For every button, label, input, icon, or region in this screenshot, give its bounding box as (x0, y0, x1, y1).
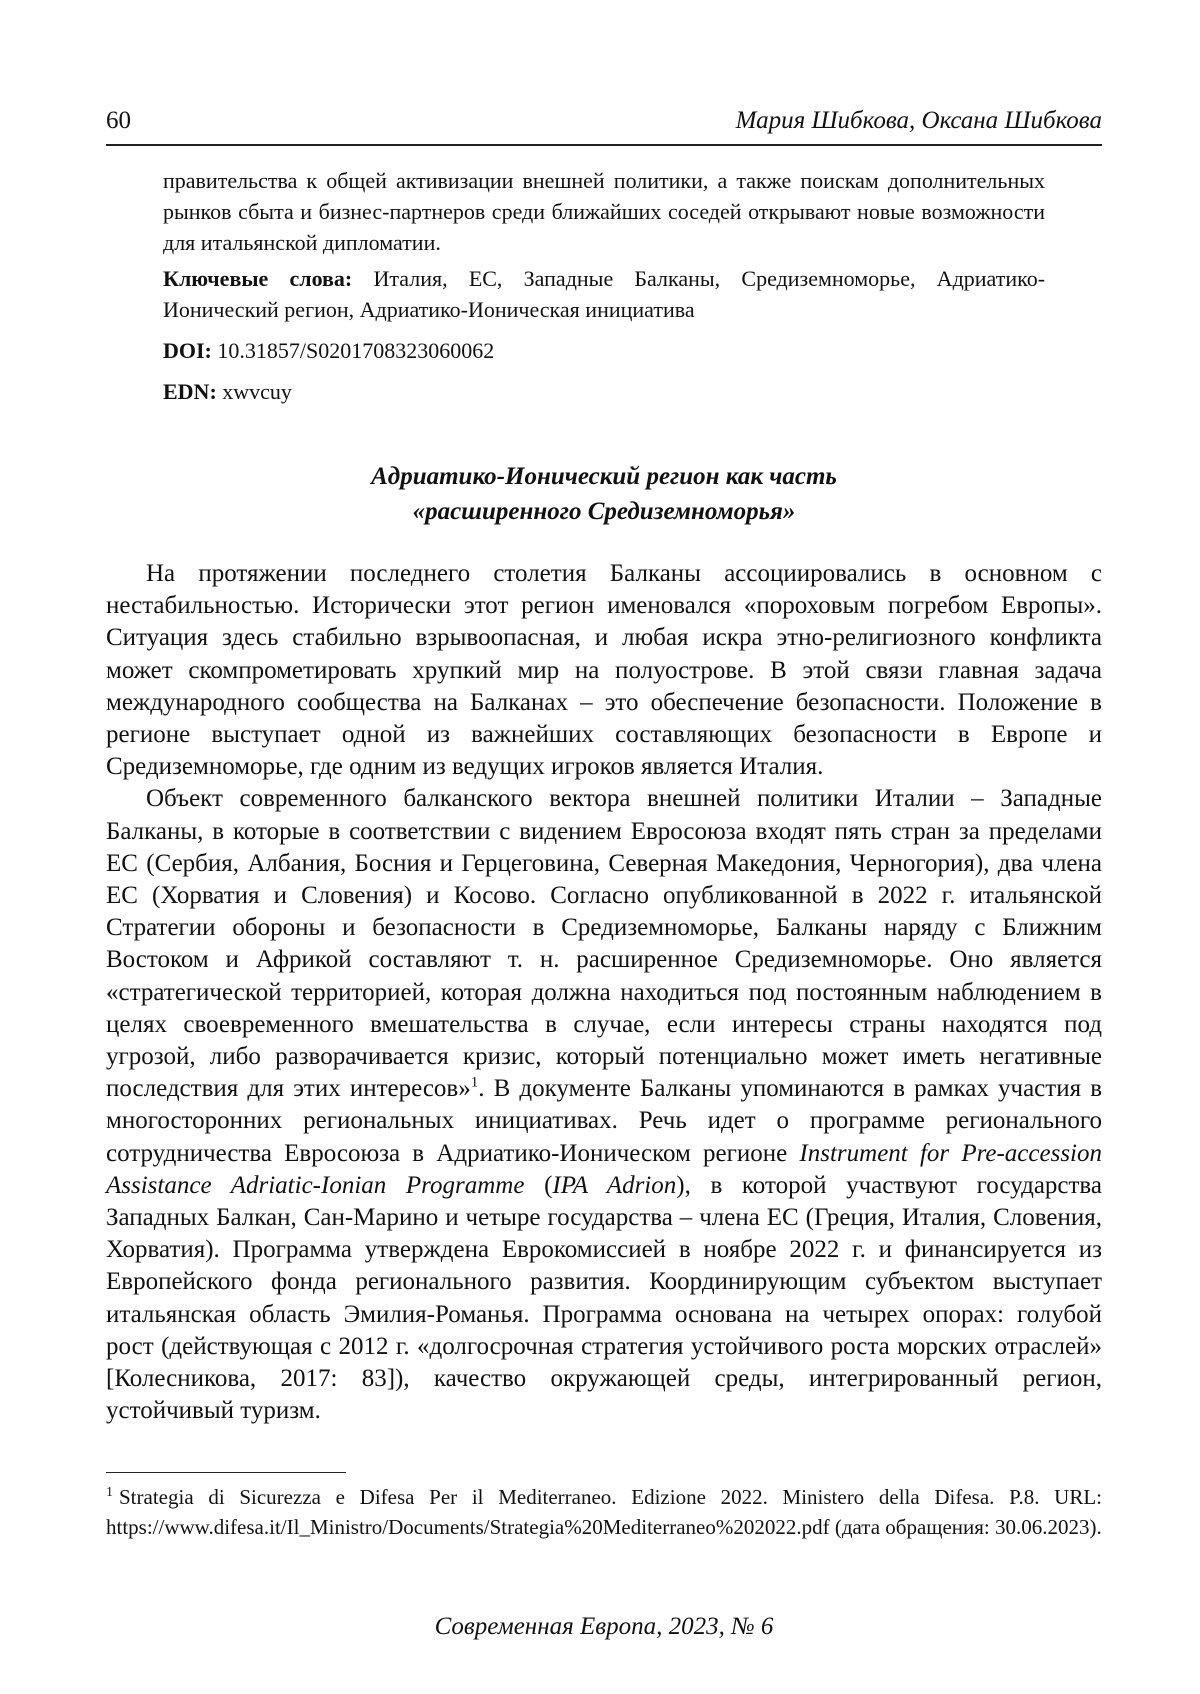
body-paragraph-2 (106, 783, 1102, 1427)
section-heading-line-2: «расширенного Средиземноморья» (412, 498, 796, 525)
body-paragraph-1: На протяжении последнего столетия Балканы ассоциировались в основном с нестабильностью. Исторически этот регион именовался «пороховым погребом Европы». Ситуация здесь стабильно взрывоопасная, и любая искра этно-религиозного конфликта может скомпрометировать хрупкий мир на полуострове. В этой связи главная задача международного сообщества на Балканах – это обеспечение безопасности. Положение в регионе выступает одной из важнейших составляющих безопасности в Европе и Средиземноморье, где одним из ведущих игроков является Италия. (106, 560, 1102, 781)
doi-label: DOI: (163, 338, 212, 363)
body-text (106, 558, 1102, 1427)
edn-line (163, 376, 1045, 407)
doi-value: 10.31857/S0201708323060062 (217, 338, 495, 363)
section-heading-line-1: Адриатико-Ионический регион как часть (371, 463, 837, 490)
footnote-divider (106, 1472, 346, 1473)
footnote-text: Strategia di Sicurezza e Difesa Per il Mediterraneo. Edizione 2022. Ministero della Difesa. P.8. URL: https://www.difesa.it/Il_Ministro/Documents/Strategia%20Mediterraneo%202022.pdf (дата обращения: 30.06.2023). (106, 1485, 1102, 1539)
body-paragraph-2-part-3: ( (524, 1171, 553, 1199)
keywords-line (163, 263, 1045, 325)
body-paragraph-2-part-2: . В документе Балканы упоминаются в рамках участия в многосторонних региональных инициативах. Речь идет о программе регионального сотрудничества Евросоюза в Адриатико-Ионическом регионе (106, 1075, 1102, 1167)
footnotes (106, 1482, 1102, 1542)
page-footer: Современная Европа, 2023, № 6 (434, 1613, 774, 1640)
keywords-label: Ключевые слова: (163, 266, 353, 291)
body-paragraph-2-part-4: ), в которой участвуют государства Западных Балкан, Сан-Марино и четыре государства – члена ЕС (Греция, Италия, Словения, Хорватия). Программа утверждена Еврокомиссией в ноябре 2022 г. и финансируется из Европейского фонда регионального развития. Координирующим субъектом выступает итальянская область Эмилия-Романья. Программа основана на четырех опорах: голубой рост (действующая с 2012 г. «долгосрочная стратегия устойчивого роста морских отраслей» [Колесникова, 2017: 83]), качество окружающей среды, интегрированный регион, устойчивый туризм. (106, 1171, 1103, 1425)
edn-value: xwvcuy (222, 379, 292, 404)
program-acronym-italic: IPA Adrion (552, 1171, 677, 1199)
abstract-text: правительства к общей активизации внешней политики, а также поискам дополнительных рынков сбыта и бизнес-партнеров среди ближайших соседей открывают новые возможности для итальянской дипломатии. (163, 168, 1045, 255)
keywords-value: Италия, ЕС, Западные Балканы, Средиземноморье, Адриатико-Ионический регион, Адриатико-Ионическая инициатива (163, 266, 1046, 322)
body-paragraph-2-part-1: Объект современного балканского вектора внешней политики Италии – Западные Балканы, в которые в соответствии с видением Евросоюза входят пять стран за пределами ЕС (Сербия, Албания, Босния и Герцеговина, Северная Македония, Черногория), два члена ЕС (Хорватия и Словения) и Косово. Согласно опубликованной в 2022 г. итальянской Стратегии обороны и безопасности в Средиземноморье, Балканы наряду с Ближним Востоком и Африкой составляют т. н. расширенное Средиземноморье. Оно является «стратегической территорией, которая должна находиться под постоянным наблюдением в целях своевременного вмешательства в случае, если интересы страны находятся под угрозой, либо разворачивается кризис, который потенциально может иметь негативные последствия для этих интересов» (106, 785, 1102, 1103)
footnote-reference[interactable]: 1 (470, 1074, 479, 1091)
page-number: 60 (106, 107, 131, 134)
section-heading (106, 459, 1102, 529)
footnote-number: 1 (106, 1485, 113, 1500)
header-authors: Мария Шибкова, Оксана Шибкова (735, 107, 1102, 134)
doi-line (163, 335, 1045, 366)
abstract-block (163, 165, 1045, 417)
edn-label: EDN: (163, 379, 217, 404)
footnote-1 (106, 1482, 1102, 1542)
page-header (106, 104, 1102, 146)
program-name-italic: Instrument for Pre-accession Assistance Adriatic-Ionian Programme (106, 1139, 1103, 1199)
